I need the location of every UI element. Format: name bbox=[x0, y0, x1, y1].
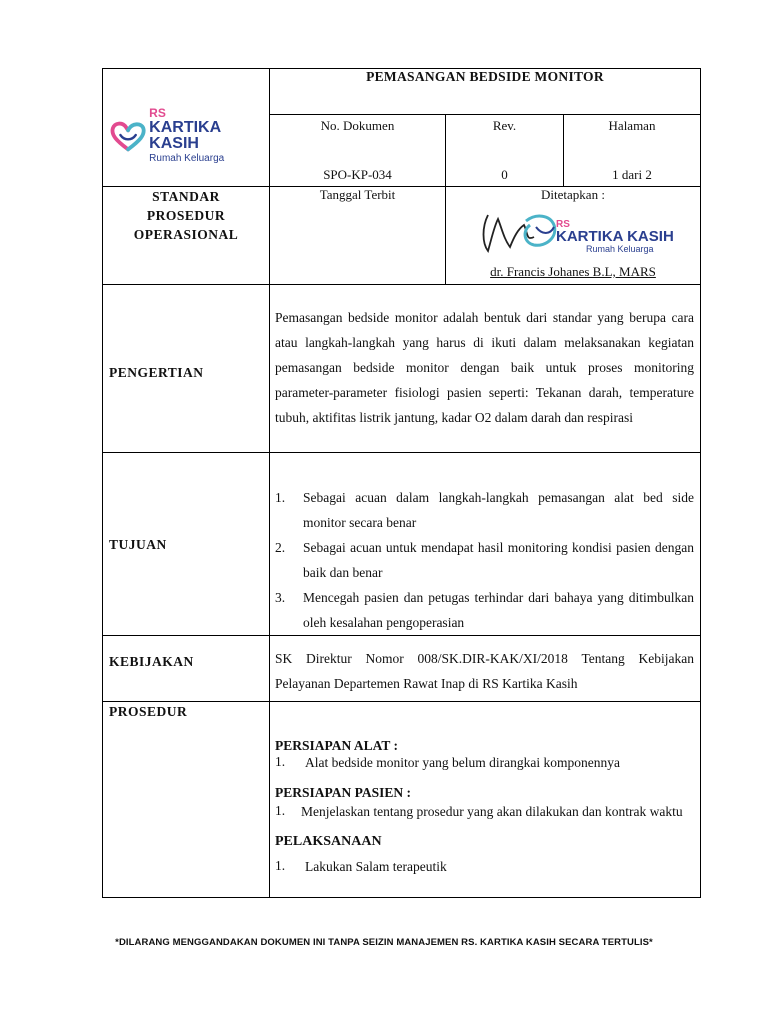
heart-logo-icon bbox=[109, 119, 147, 153]
no-dokumen-cell bbox=[270, 115, 446, 187]
pengertian-label-cell bbox=[103, 285, 270, 453]
tujuan-content bbox=[270, 453, 701, 636]
pelaksanaan-heading: PELAKSANAAN bbox=[275, 834, 382, 849]
halaman-value: 1 dari 2 bbox=[612, 167, 652, 182]
persiapan-pasien-heading: PERSIAPAN PASIEN : bbox=[275, 785, 412, 800]
sop-label bbox=[103, 187, 270, 285]
list-item bbox=[270, 858, 700, 875]
prosedur-label: PROSEDUR bbox=[109, 704, 188, 719]
kebijakan-text: SK Direktur Nomor 008/SK.DIR-KAK/XI/2018 Tentang Kebijakan Pelayanan Departemen Rawat Inap di RS Kartika Kasih bbox=[275, 651, 694, 691]
tujuan-label-cell bbox=[103, 453, 270, 636]
prosedur-label-cell bbox=[103, 702, 270, 898]
document-title: PEMASANGAN BEDSIDE MONITOR bbox=[270, 69, 701, 115]
rev-label: Rev. bbox=[492, 118, 517, 133]
list-text: Mencegah pasien dan petugas terhindar dari bahaya yang ditimbulkan oleh kesalahan pengoperasian bbox=[303, 590, 694, 630]
list-number: 1. bbox=[275, 490, 286, 505]
halaman-cell bbox=[564, 115, 701, 187]
sop-table bbox=[102, 68, 701, 898]
tujuan-label: TUJUAN bbox=[109, 537, 167, 552]
footer-notice: *DILARANG MENGGANDAKAN DOKUMEN INI TANPA SEIZIN MANAJEMEN RS. KARTIKA KASIH SECARA TERTULIS* bbox=[115, 937, 653, 948]
tanggal-terbit-label: Tanggal Terbit bbox=[319, 187, 396, 202]
pengertian-label: PENGERTIAN bbox=[109, 364, 204, 380]
sop-label-line-2: PROSEDUR bbox=[146, 208, 226, 223]
kebijakan-label-cell bbox=[103, 636, 270, 702]
logo-rs: RS bbox=[149, 106, 166, 120]
list-number: 3. bbox=[275, 590, 286, 605]
list-text: Menjelaskan tentang prosedur yang akan dilakukan dan kontrak waktu bbox=[301, 804, 683, 819]
sop-label-line-3: OPERASIONAL bbox=[133, 227, 239, 242]
list-item bbox=[270, 754, 700, 771]
list-text: Sebagai acuan untuk mendapat hasil monitoring kondisi pasien dengan baik dan benar bbox=[303, 540, 694, 580]
logo-tagline: Rumah Keluarga bbox=[149, 153, 225, 164]
rev-value: 0 bbox=[501, 167, 508, 182]
rev-cell bbox=[446, 115, 564, 187]
list-item bbox=[275, 585, 694, 635]
list-item bbox=[275, 535, 694, 585]
svg-text:Rumah Keluarga: Rumah Keluarga bbox=[586, 244, 654, 254]
tanggal-terbit-cell bbox=[270, 187, 446, 285]
svg-text:RS: RS bbox=[556, 219, 570, 230]
persiapan-alat-heading: PERSIAPAN ALAT : bbox=[275, 738, 399, 753]
sop-label-line-1: STANDAR bbox=[152, 189, 220, 204]
list-item bbox=[275, 485, 694, 535]
list-number: 1. bbox=[275, 803, 286, 818]
kebijakan-label: KEBIJAKAN bbox=[109, 654, 194, 669]
signature-stamp-icon bbox=[476, 207, 676, 257]
pengertian-text: Pemasangan bedside monitor adalah bentuk dari standar yang berupa cara atau langkah-langkah yang harus di ikuti dalam melaksanakan kegiatan pemasangan bedside monitor dengan baik untuk proses monitoring parameter-parameter fisiologi pasien seperti: Tekanan darah, temperature tubuh, aktifitas listrik jantung, kadar O2 dalam darah dan respirasi bbox=[275, 310, 694, 425]
halaman-label: Halaman bbox=[608, 118, 656, 133]
list-number: 1. bbox=[275, 754, 286, 769]
list-number: 1. bbox=[275, 858, 286, 873]
list-text: Lakukan Salam terapeutik bbox=[305, 859, 447, 874]
no-dokumen-label: No. Dokumen bbox=[320, 118, 395, 133]
tujuan-list bbox=[270, 453, 700, 635]
pengertian-content bbox=[270, 285, 701, 453]
hospital-logo bbox=[109, 107, 269, 164]
list-number: 2. bbox=[275, 540, 286, 555]
list-item bbox=[270, 803, 700, 820]
prosedur-content bbox=[270, 702, 701, 898]
logo-cell bbox=[103, 69, 270, 187]
logo-name: KARTIKA KASIH bbox=[149, 119, 221, 152]
ditetapkan-cell bbox=[446, 187, 701, 285]
list-text: Alat bedside monitor yang belum dirangkai komponennya bbox=[305, 755, 620, 770]
svg-text:KARTIKA KASIH: KARTIKA KASIH bbox=[556, 228, 674, 245]
kebijakan-content bbox=[270, 636, 701, 702]
list-text: Sebagai acuan dalam langkah-langkah pemasangan alat bed side monitor secara benar bbox=[303, 490, 694, 530]
ditetapkan-label: Ditetapkan : bbox=[541, 187, 605, 202]
no-dokumen-value: SPO-KP-034 bbox=[323, 167, 392, 182]
signer-name: dr. Francis Johanes B.L, MARS bbox=[490, 264, 656, 279]
